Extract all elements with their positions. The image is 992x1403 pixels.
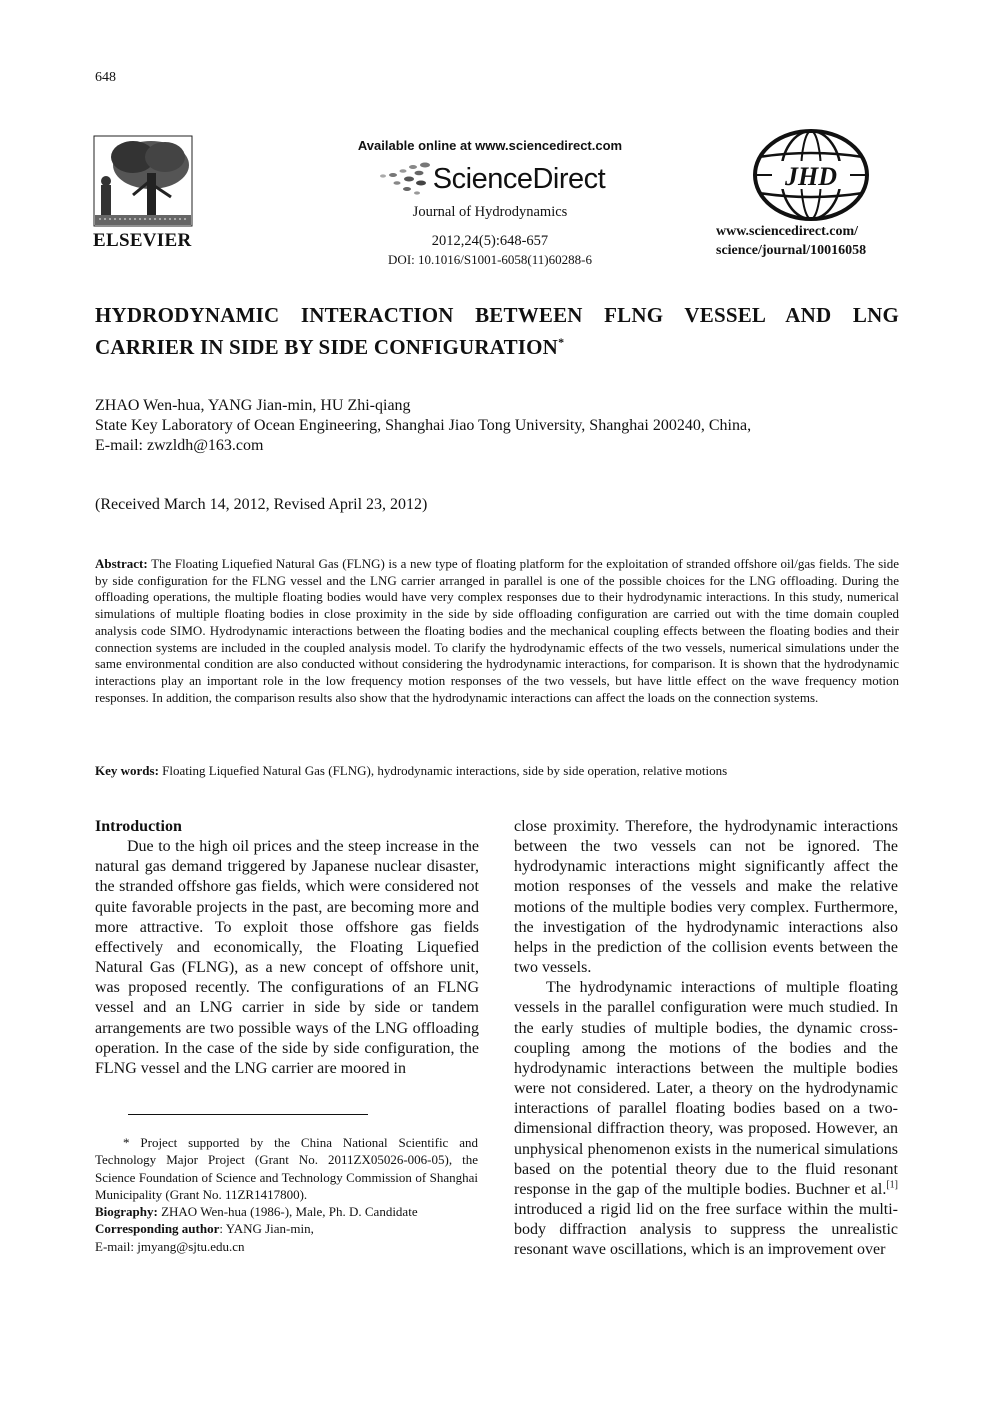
footnote — [95, 1134, 478, 1255]
footnote-project: * Project supported by the China National Scientific and Technology Major Project (Grant No. 2011ZX05026-006-05), the Science Foundation of Science and Technology Commission of Shanghai Municipality (Grant No. 11ZR1417800). — [95, 1135, 478, 1202]
abstract — [95, 556, 899, 706]
publisher-name: ELSEVIER — [93, 230, 192, 251]
journal-url-line1: www.sciencedirect.com/ — [716, 224, 859, 239]
sciencedirect-wordmark: ScienceDirect — [432, 162, 606, 195]
author-affiliation: State Key Laboratory of Ocean Engineering, Shanghai Jiao Tong University, Shanghai 200240, China, — [95, 417, 752, 434]
elsevier-tree-icon — [93, 135, 193, 227]
journal-header — [330, 138, 650, 268]
footnote-email: E-mail: jmyang@sjtu.edu.cn — [95, 1238, 245, 1254]
available-online: Available online at www.sciencedirect.com — [357, 138, 623, 153]
intro-paragraph-1-continued: close proximity. Therefore, the hydrodynamic interactions between the two vessels can not be ignored. The hydrodynamic interactions might significantly affect the motion responses of the vessels and make the relative motions of the multiple bodies very complex. Furthermore, the investigation of the hydrodynamic interactions also helps in the prediction of the collision events between the two vessels. — [514, 818, 898, 977]
biography-label: Biography: — [95, 1204, 158, 1220]
footnote-corresponding — [95, 1220, 478, 1237]
keywords-label: Key words: — [95, 763, 159, 778]
journal-name: Journal of Hydrodynamics — [412, 204, 568, 220]
elsevier-logo — [93, 135, 197, 250]
column-right — [514, 817, 898, 1260]
biography-text: ZHAO Wen-hua (1986-), Male, Ph. D. Candidate — [157, 1204, 418, 1220]
title-footnote-mark: * — [558, 335, 565, 349]
keywords — [95, 763, 899, 779]
intro-paragraph-1: Due to the high oil prices and the steep increase in the natural gas demand triggered by Japanese nuclear disaster, the stranded offshore gas fields, which were considered not quite favorable projects in the past, are becoming more and more attractive. To exploit those offshore gas fields effectively and economically, the Floating Liquefied Natural Gas (FLNG), as a new concept of offshore unit, was proposed recently. The configurations of an FLNG vessel and an LNG carrier in side by side or tandem arrangements are two possible ways of the LNG offloading operation. In the case of the side by side configuration, the FLNG vessel and the LNG carrier are moored in — [95, 838, 479, 1077]
page-number: 648 — [95, 70, 116, 85]
paper-title-text: HYDRODYNAMIC INTERACTION BETWEEN FLNG VESSEL AND LNG CARRIER IN SIDE BY SIDE CONFIGURATION — [95, 303, 899, 359]
corresponding-text: : YANG Jian-min, — [219, 1221, 314, 1237]
doi: DOI: 10.1016/S1001-6058(11)60288-6 — [388, 252, 592, 267]
intro-paragraph-2 — [514, 978, 898, 1260]
footnote-biography — [95, 1203, 478, 1220]
intro-paragraph-2-a: The hydrodynamic interactions of multiple floating vessels in the parallel configuration were much studied. In the early studies of multiple bodies, the dynamic cross-coupling among the motions of the bodies and the hydrodynamic interactions between the multiple bodies were not considered. Later, a theory on the hydrodynamic interactions of parallel floating bodies based on a two-dimensional diffraction theory, was proposed. However, an unphysical phenomenon exists in the numerical simulations based on the potential theory due to the fluid resonant response in the gap of the multiple bodies. Buchner et al. — [514, 979, 898, 1198]
author-block — [95, 396, 751, 456]
intro-paragraph-2-b: introduced a rigid lid on the free surface within the multi-body diffraction analysis to suppress the unrealistic resonant wave oscillations, which is an improvement over — [514, 1200, 898, 1259]
journal-url — [716, 222, 916, 260]
jhd-logo-text: JHD — [785, 162, 837, 191]
author-email: E-mail: zwzldh@163.com — [95, 437, 264, 454]
journal-url-line2: science/journal/10016058 — [716, 243, 867, 258]
column-left — [95, 817, 479, 1079]
keywords-text: Floating Liquefied Natural Gas (FLNG), hydrodynamic interactions, side by side operation, relative motions — [162, 763, 728, 778]
section-heading-introduction: Introduction — [95, 818, 182, 835]
footnote-rule — [128, 1114, 368, 1115]
abstract-text: The Floating Liquefied Natural Gas (FLNG) is a new type of floating platform for the exploitation of stranded offshore oil/gas fields. The side by side configuration for the FLNG vessel and the LNG carrier arranged in parallel is one of the possible choices for the LNG offloading. During the offloading operations, the multiple floating bodies would have very complex responses due to their hydrodynamic interactions. In this study, numerical simulations of multiple floating bodies in close proximity in the side by side offloading configuration are carried out with the time domain coupled analysis code SIMO. Hydrodynamic interactions between the floating bodies and the mechanical coupling effects between the floating bodies and their connection systems are included in the coupled analysis model. To clarify the hydrodynamic effects of the two vessels, numerical simulations under the same environmental condition are also conducted without considering the hydrodynamic interactions, for comparison. It is shown that the hydrodynamic interactions play an important role in the low frequency motion responses of the two vessels, but have little effect on the wave frequency motion responses. In addition, the comparison results also show that the hydrodynamic interactions can affect the loads on the connection systems. — [95, 556, 900, 705]
author-names: ZHAO Wen-hua, YANG Jian-min, HU Zhi-qiang — [95, 397, 411, 414]
volume-info: 2012,24(5):648-657 — [431, 233, 549, 249]
abstract-label: Abstract: — [95, 556, 148, 571]
corresponding-label: Corresponding author — [95, 1221, 220, 1237]
jhd-globe-logo — [750, 127, 872, 223]
sciencedirect-dots-icon — [375, 161, 431, 197]
received-dates: (Received March 14, 2012, Revised April 23, 2012) — [95, 496, 428, 513]
citation-ref-1[interactable]: [1] — [886, 1179, 898, 1191]
paper-title — [95, 302, 899, 361]
